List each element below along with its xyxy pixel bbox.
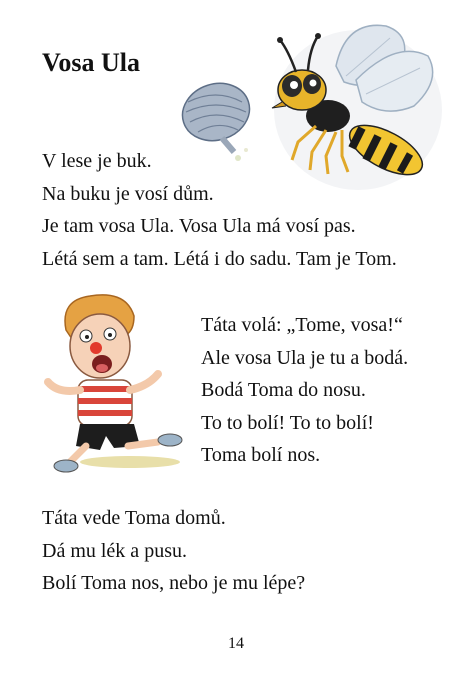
- paragraph-2: [201, 312, 408, 475]
- text-line: V lese je buk.: [42, 150, 152, 172]
- text-line: Táta vede Toma domů.: [42, 507, 226, 529]
- text-line: Bolí Toma nos, nebo je mu lépe?: [42, 572, 306, 594]
- text-line: Létá sem a tam. Létá i do sadu. Tam je Tom.: [42, 247, 397, 270]
- paragraph-1: [42, 148, 397, 278]
- text-line: Bodá Toma do nosu.: [201, 379, 366, 401]
- text-line: Toma bolí nos.: [201, 444, 321, 466]
- text-line: Dá mu lék a pusu.: [42, 539, 187, 562]
- boy-illustration: [30, 286, 200, 482]
- striped-shirt: [78, 380, 132, 426]
- text-line: Ale vosa Ula je tu a bodá.: [201, 346, 409, 369]
- text-line: Je tam vosa Ula. Vosa Ula má vosí pas.: [42, 215, 356, 237]
- page-title: Vosa Ula: [42, 48, 141, 77]
- text-line: To to bolí! To to bolí!: [201, 411, 374, 434]
- paragraph-3: [42, 505, 305, 603]
- text-line: Na buku je vosí dům.: [42, 182, 214, 205]
- text-line: Táta volá: „Tome, vosa!“: [201, 314, 403, 336]
- page-number: 14: [228, 635, 244, 652]
